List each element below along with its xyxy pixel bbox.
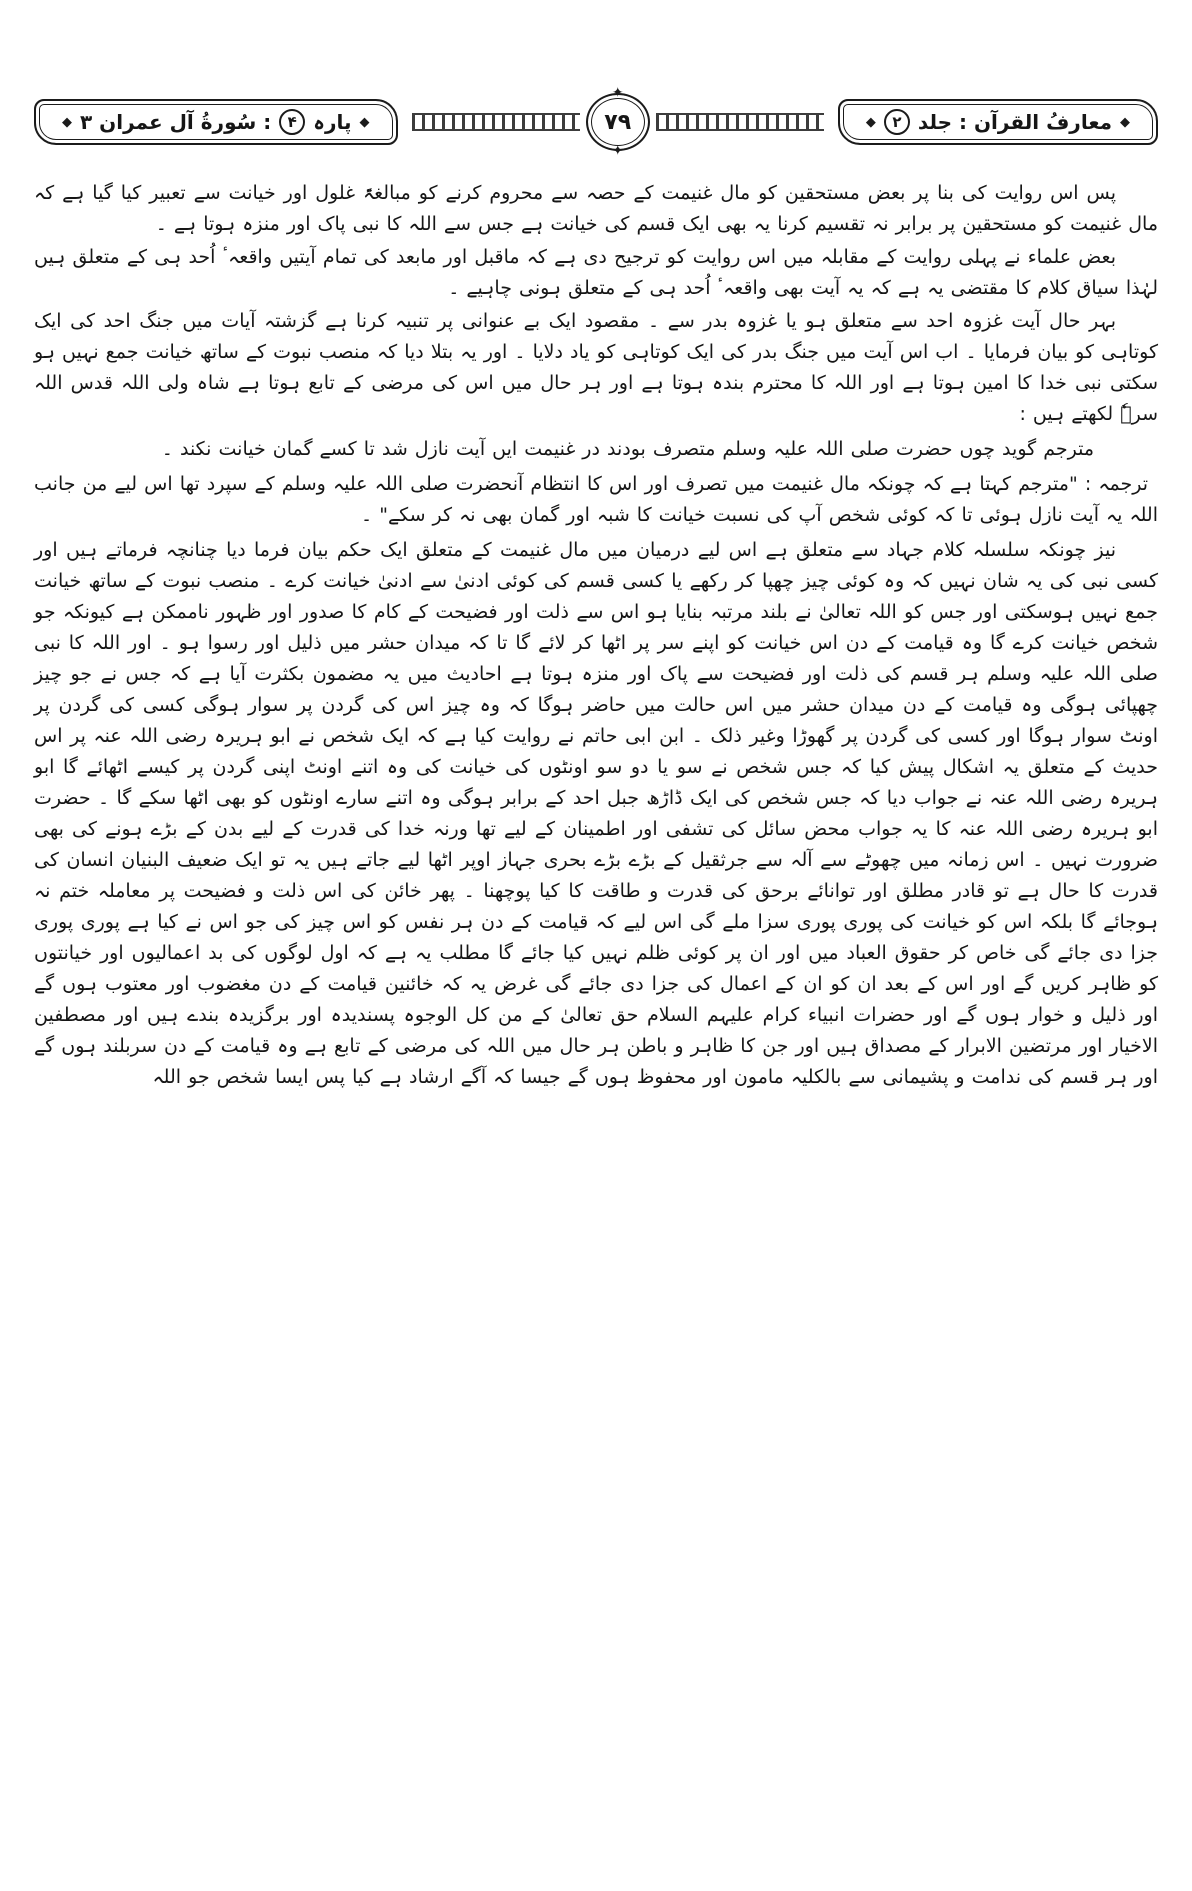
- para-number-badge: ۴: [279, 109, 305, 135]
- paragraph: بہر حال آیت غزوہ احد سے متعلق ہو یا غزوہ بدر سے ۔ مقصود ایک بے عنوانی پر تنبیہ کرنا ہے گزشتہ آیات میں جنگ احد کی ایک کوتاہی کو بیان فرمایا ۔ اب اس آیت میں جنگ بدر کی ایک کوتاہی کو یاد دلایا ۔ اور یہ بتلا دیا کہ منصب نبوت کے ساتھ خیانت جمع نہیں ہو سکتی نبی خدا کا امین ہوتا ہے اور اللہ کا محترم بندہ ہوتا ہے اور ہر حال میں اس کی مرضی کے تابع ہوتا ہے شاہ ولی اللہ قدس اللہ سرہٗ لکھتے ہیں :: [34, 310, 1158, 425]
- surah-label: : سُورةُ آل عمران ۳: [80, 110, 272, 134]
- translation-paragraph: ترجمہ : "مترجم کہتا ہے کہ چونکہ مال غنیمت میں تصرف اور اس کا انتظام آنحضرت صلی اللہ علیہ وسلم کے سپرد تھا اس لیے من جانب اللہ یہ آیت نازل ہوئی تا کہ کوئی شخص آپ کی نسبت خیانت کا شبہ اور گمان بھی نہ کر سکے" ۔: [34, 473, 1158, 526]
- ornament-strip-icon: [412, 113, 580, 131]
- page-header: [34, 85, 1158, 159]
- book-title-cartouche: [838, 99, 1158, 145]
- page-number: ٧٩: [604, 109, 632, 135]
- ornament-diamond-icon: ◆: [865, 114, 876, 130]
- book-title: معارفُ القرآن : جلد: [917, 110, 1112, 134]
- para-word: پارہ: [313, 110, 352, 134]
- ornament-strip-icon: [656, 113, 824, 131]
- ornament-diamond-icon: ◆: [1120, 114, 1130, 130]
- paragraph: پس اس روایت کی بنا پر بعض مستحقین کو مال غنیمت کے حصہ سے محروم کرنے کو مبالغۃً غلول اور خیانت سے تعبیر کیا گیا ہے کہ مال غنیمت کو مستحقین پر برابر نہ تقسیم کرنا یہ بھی ایک قسم کی خیانت ہے جس سے اللہ کا نبی پاک اور منزہ ہوتا ہے ۔: [34, 182, 1158, 235]
- ornament-diamond-icon: ◆: [62, 114, 72, 130]
- ornament-petal-icon: ✦: [611, 143, 624, 159]
- volume-number-badge: ۲: [884, 109, 910, 135]
- paragraph: نیز چونکہ سلسلہ کلام جہاد سے متعلق ہے اس لیے درمیان میں مال غنیمت کے متعلق ایک حکم بیان فرما دیا چنانچہ فرماتے ہیں اور کسی نبی کی یہ شان نہیں کہ وہ کوئی چیز چھپا کر رکھے یا کسی قسم کی کوئی ادنیٰ سے ادنیٰ خیانت کرے ۔ منصب نبوت کے ساتھ خیانت جمع نہیں ہوسکتی اور جس کو اللہ تعالیٰ نے بلند مرتبہ بنایا ہو اس سے ذلت اور فضیحت کے کام کا صدور اور ظہور ناممکن ہے کیونکہ جو شخص خیانت کرے گا وہ قیامت کے دن اس خیانت کو اپنے سر پر اٹھا کر لائے گا تا کہ میدان حشر میں ذلیل اور رسوا ہو ۔ اور اللہ کا نبی صلی اللہ علیہ وسلم ہر قسم کی ذلت اور فضیحت سے پاک اور منزہ ہوتا ہے احادیث میں یہ مضمون بکثرت آیا ہے کہ جس نے جو چیز چھپائی ہوگی وہ قیامت کے دن میدان حشر میں اس حالت میں حاضر ہوگا کہ وہ چیز اس کی گردن پر سوار ہوگی کسی کی گردن پر اونٹ سوار ہوگا اور کسی کی گردن پر گھوڑا وغیر ذلک ۔ ابن ابی حاتم نے روایت کیا ہے کہ ایک شخص نے ابو ہریرہ رضی اللہ عنہ پر اس حدیث کے متعلق یہ اشکال پیش کیا کہ جس شخص نے سو یا دو سو اونٹوں کی خیانت کی وہ اتنے اونٹ اپنی گردن پر کیسے اٹھائے گا ابو ہریرہ رضی اللہ عنہ نے جواب دیا کہ جس شخص کی ایک ڈاڑھ جبل احد کے برابر ہوگی وہ اتنے سارے اونٹوں کو بھی اٹھا سکے گا ۔ حضرت ابو ہریرہ رضی اللہ عنہ کا یہ جواب محض سائل کی تشفی اور اطمینان کے لیے تھا ورنہ خدا کی قدرت کے لیے بدن کے بڑے ہونے کی بھی ضرورت نہیں ۔ اس زمانہ میں چھوٹے سے آلہ سے جرثقیل کے بڑے بڑے بحری جہاز اوپر اٹھا لیے جاتے ہیں یہ تو ایک ضعیف البنیان انسان کی قدرت کا حال ہے تو قادر مطلق اور توانائے برحق کی قدرت و طاقت کا کیا پوچھنا ۔ پھر خائن کی اس ذلت و فضیحت پر معاملہ ختم نہ ہوجائے گا بلکہ اس کو خیانت کی پوری پوری سزا ملے گی اس لیے کہ قیامت کے دن ہر نفس کو اس چیز کی جو اس نے کیا ہے پوری پوری جزا دی جائے گی خاص کر حقوق العباد میں اور ان پر کوئی ظلم نہیں کیا جائے گا مطلب یہ ہے کہ اول لوگوں کی بد اعمالیوں اور خیانتوں کو ظاہر کریں گے اور اس کے بعد ان کو ان کے اعمال کی جزا دی جائے گی غرض یہ کہ خائنین قیامت کے دن مغضوب اور معتوب ہوں گے اور ذلیل و خوار ہوں گے اور حضرات انبیاء کرام علیہم السلام حق تعالیٰ کے من کل الوجوہ پسندیدہ اور برگزیدہ بندے ہیں اور مصطفین الاخیار اور مرتضین الابرار کے مصداق ہیں اور جن کا ظاہر و باطن ہر حال میں اللہ کی مرضی کے تابع ہے وہ قیامت کے دن سربلند ہوں گے اور ہر قسم کی ندامت و پشیمانی سے بالکلیہ مامون اور محفوظ ہوں گے جیسا کہ آگے ارشاد ہے کیا پس ایسا شخص جو اللہ: [34, 539, 1158, 1088]
- para-surah-cartouche: [34, 99, 398, 145]
- ornament-petal-icon: ✦: [611, 85, 624, 101]
- page-number-medallion-wrap: [412, 85, 824, 159]
- body-text: [34, 178, 1158, 1093]
- paragraph: بعض علماء نے پہلی روایت کے مقابلہ میں اس روایت کو ترجیح دی ہے کہ ماقبل اور مابعد کی تمام آیتیں واقعہٴ اُحد ہی کے متعلق ہیں لہٰذا سیاق کلام کا مقتضی یہ ہے کہ یہ آیت بھی واقعہٴ اُحد ہی کے متعلق ہونی چاہیے ۔: [34, 246, 1158, 299]
- page-number-medallion: [586, 85, 650, 159]
- persian-quote-paragraph: مترجم گوید چوں حضرت صلی اللہ علیہ وسلم متصرف بودند در غنیمت ایں آیت نازل شد تا کسے گمان خیانت نکند ۔: [161, 438, 1094, 460]
- ornament-diamond-icon: ◆: [359, 114, 370, 130]
